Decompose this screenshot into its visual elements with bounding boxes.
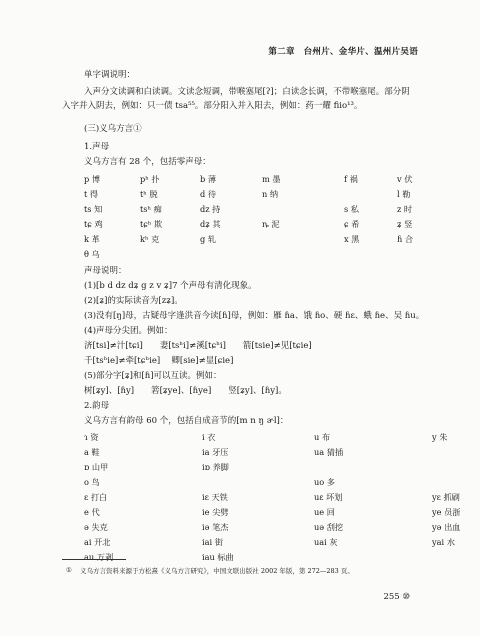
table-cell: ɛ 打白	[84, 492, 108, 502]
table-cell: dz 持	[200, 204, 221, 214]
table-cell: ts 知	[84, 204, 103, 214]
table-cell: au 万剥	[84, 552, 114, 562]
table-cell: s 私	[344, 204, 359, 214]
footnote-divider	[62, 559, 126, 560]
initial-note-2: (2)[ʑ]的实际读音为[zʑ]。	[84, 296, 183, 306]
table-cell: kʰ 克	[140, 234, 160, 244]
table-row	[84, 492, 464, 507]
table-row	[84, 432, 464, 447]
initial-note-5a: 树[ʑy]、[ɦy] 箬[ʑye]、[ɦye] 竖[ʑy]、[ɦy]。	[84, 386, 287, 396]
initial-notes-title: 声母说明：	[84, 266, 127, 276]
table-cell: ɦ 合	[397, 234, 414, 244]
tone-note-line-1: 入声分文读调和白读调。文读念短调，带喉塞尾[ʔ]；白读念长调，不带喉塞尾。部分阴	[84, 87, 410, 97]
table-cell: l 勒	[397, 189, 411, 199]
table-cell: m 墨	[262, 174, 281, 184]
initial-note-4b: 千[tsʰie]≠牵[tɕʰie] 卿[sie]≠显[ɕie]	[84, 356, 234, 366]
table-cell: ua 猜插	[314, 447, 344, 457]
table-row	[84, 447, 464, 462]
table-cell: uo 多	[314, 477, 335, 487]
table-cell: ȵ 泥	[262, 219, 280, 229]
table-cell: ue 回	[314, 507, 335, 517]
section-title: (三)义乌方言①	[84, 124, 142, 134]
table-cell: tʰ 脱	[140, 189, 158, 199]
footnote-mark: ①	[66, 566, 72, 574]
table-cell: pʰ 扑	[140, 174, 160, 184]
table-row	[84, 174, 414, 189]
table-row	[84, 507, 464, 522]
table-cell: t 得	[84, 189, 99, 199]
table-cell: u 布	[314, 432, 331, 442]
table-cell: ɕ 希	[344, 219, 360, 229]
table-row	[84, 234, 414, 249]
table-cell: n 纳	[262, 189, 279, 199]
table-cell: x 黑	[344, 234, 360, 244]
table-cell: ɒ 山甲	[84, 462, 109, 472]
table-cell: tɕʰ 欺	[140, 219, 163, 229]
table-row	[84, 219, 414, 234]
table-cell: yɛ 抓刷	[432, 492, 460, 502]
table-cell: k 革	[84, 234, 100, 244]
finals-heading: 2.韵母	[84, 401, 110, 411]
initials-heading: 1.声母	[84, 142, 110, 152]
table-cell: iau 标曲	[202, 552, 234, 562]
table-cell: iɒ 养脚	[202, 462, 229, 472]
finals-table	[84, 432, 464, 567]
table-cell: ɿ 资	[84, 432, 99, 442]
table-row	[84, 249, 414, 264]
table-cell: ai 开北	[84, 537, 111, 547]
tone-note-title: 单字调说明：	[84, 70, 136, 80]
table-cell: p 博	[84, 174, 101, 184]
table-cell: b 薄	[200, 174, 217, 184]
initial-note-5: (5)部分字[ʑ]和[ɦ]可以互读。例如：	[84, 371, 222, 381]
table-row	[84, 537, 464, 552]
table-cell: dʑ 其	[200, 219, 221, 229]
table-cell: yə 出血	[432, 522, 461, 532]
table-cell: uɛ 坏划	[314, 492, 343, 502]
table-cell: ə 失克	[84, 522, 108, 532]
initials-table	[84, 174, 414, 264]
table-cell: e 代	[84, 507, 100, 517]
table-row	[84, 552, 464, 567]
table-cell: ie 尖劈	[202, 507, 229, 517]
initial-note-3: (3)没有[ŋ]母，古疑母字逢洪音今读[ɦ]母，例如：雁 ɦa、饿 ɦo、硬 ɦɛ、蛾 ɦe、吴 ɦu。	[84, 311, 425, 321]
table-cell: g 轧	[200, 234, 217, 244]
table-cell: uə 刮挖	[314, 522, 344, 532]
table-cell: θ 乌	[84, 249, 100, 259]
table-cell: y 朱	[432, 432, 448, 442]
table-row	[84, 189, 414, 204]
initial-note-1: (1)[b d dz dʑ g z v ʑ]7 个声母有清化现象。	[84, 281, 257, 291]
table-cell: iai 街	[202, 537, 223, 547]
tone-note-line-2: 入字并入阴去，例如：只一债 tsa⁵⁵。部分阳入并入阳去，例如：药一耀 fiio¹³。	[62, 101, 363, 111]
table-row	[84, 522, 464, 537]
table-cell: tsʰ 痴	[140, 204, 162, 214]
table-row	[84, 462, 464, 477]
table-cell: d 待	[200, 189, 217, 199]
finals-intro: 义乌方言有韵母 60 个，包括自成音节的[m n ŋ ɚl]：	[84, 416, 289, 426]
table-cell: iə 笔杰	[202, 522, 229, 532]
table-cell: a 鞋	[84, 447, 100, 457]
table-cell: i 衣	[202, 432, 216, 442]
table-cell: f 祸	[344, 174, 358, 184]
page-number: 255 ⑩	[383, 592, 410, 602]
table-cell: iɛ 天铁	[202, 492, 228, 502]
table-row	[84, 204, 414, 219]
table-cell: uai 灰	[314, 537, 338, 547]
table-cell: z 时	[397, 204, 413, 214]
table-cell: v 伏	[397, 174, 413, 184]
initials-intro: 义乌方言有 28 个，包括零声母：	[84, 157, 211, 167]
table-cell: o 鸟	[84, 477, 100, 487]
running-header: 第二章 台州片、金华片、温州片吴语	[268, 47, 418, 57]
initial-note-4: (4)声母分尖团。例如：	[84, 326, 173, 336]
table-row	[84, 477, 464, 492]
table-cell: tɕ 鸡	[84, 219, 103, 229]
table-cell: yai 水	[432, 537, 455, 547]
table-cell: ʑ 竖	[397, 219, 413, 229]
initial-note-4a: 济[tsi]≠汁[tɕi] 妻[tsʰi]≠溪[tɕʰi] 箭[tsie]≠见[tɕie]	[84, 341, 312, 351]
table-cell: ye 员浙	[432, 507, 461, 517]
table-cell: ia 牙压	[202, 447, 229, 457]
footnote-text: 义乌方言资料来源于方松熹《义乌方言研究》，中国文联出版社 2002 年版，第 272—283 页。	[80, 567, 354, 575]
